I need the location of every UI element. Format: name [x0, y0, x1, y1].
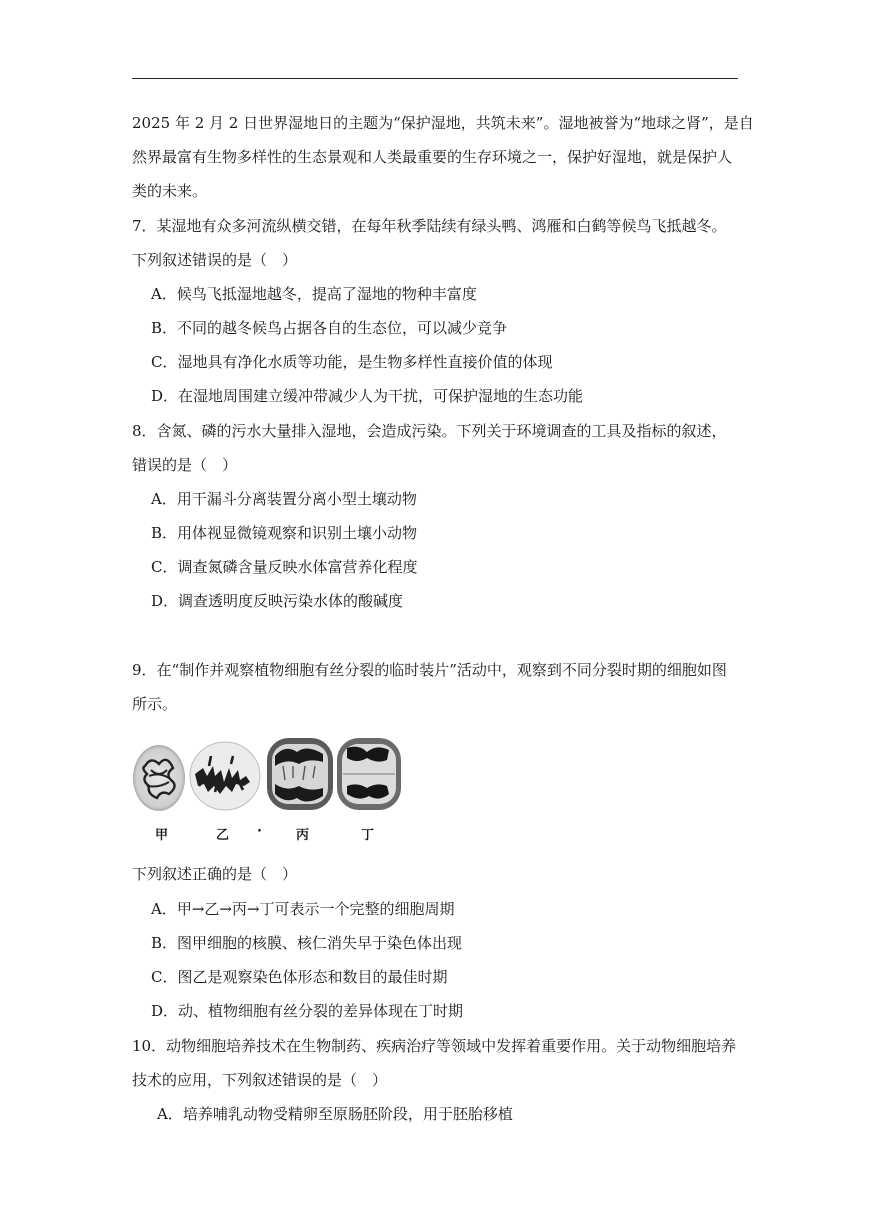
- q9-stem-line-1: 9．在“制作并观察植物细胞有丝分裂的临时装片”活动中，观察到不同分裂时期的细胞如图: [132, 661, 727, 679]
- q8-stem-line-2: 错误的是（ ）: [132, 456, 238, 474]
- q10-stem-line-2: 技术的应用，下列叙述错误的是（ ）: [132, 1071, 388, 1089]
- q7-option-a: A．候鸟飞抵湿地越冬，提高了湿地的物种丰富度: [151, 285, 477, 303]
- q7-stem-line-2: 下列叙述错误的是（ ）: [132, 251, 298, 269]
- figure-label-dot: ·: [257, 824, 262, 839]
- cell-ding-image: [337, 738, 401, 810]
- q9-option-d: D．动、植物细胞有丝分裂的差异体现在丁时期: [151, 1002, 464, 1020]
- intro-line-3: 类的未来。: [132, 182, 208, 200]
- q10-stem-line-1: 10．动物细胞培养技术在生物制药、疾病治疗等领域中发挥着重要作用。关于动物细胞培养: [132, 1037, 737, 1055]
- q9-option-a: A．甲→乙→丙→丁可表示一个完整的细胞周期: [151, 900, 455, 918]
- cell-yi-image: [190, 742, 260, 810]
- q9-option-c: C．图乙是观察染色体形态和数目的最佳时期: [151, 968, 448, 986]
- q9-option-b: B．图甲细胞的核膜、核仁消失早于染色体出现: [151, 934, 463, 952]
- q7-option-d: D．在湿地周围建立缓冲带减少人为干扰，可保护湿地的生态功能: [151, 387, 584, 405]
- q7-option-b: B．不同的越冬候鸟占据各自的生态位，可以减少竞争: [151, 319, 508, 337]
- q8-option-c: C．调查氮磷含量反映水体富营养化程度: [151, 558, 418, 576]
- q8-option-b: B．用体视显微镜观察和识别土壤小动物: [151, 524, 418, 542]
- q7-stem-line-1: 7．某湿地有众多河流纵横交错，在每年秋季陆续有绿头鸭、鸿雁和白鹤等候鸟飞抵越冬。: [132, 217, 727, 235]
- header-rule: [132, 78, 738, 79]
- intro-line-1: 2025 年 2 月 2 日世界湿地日的主题为“保护湿地，共筑未来”。湿地被誉为“地球之肾”，是自: [132, 114, 754, 132]
- q9-stem-line-2: 所示。: [132, 695, 178, 713]
- cell-jia-image: [133, 745, 185, 811]
- q8-stem-line-1: 8．含氮、磷的污水大量排入湿地，会造成污染。下列关于环境调查的工具及指标的叙述，: [132, 422, 727, 440]
- q9-question: 下列叙述正确的是（ ）: [132, 865, 298, 883]
- q7-option-c: C．湿地具有净化水质等功能，是生物多样性直接价值的体现: [151, 353, 553, 371]
- cell-bing-image: [267, 738, 333, 810]
- figure-label-bing: 丙: [296, 828, 310, 843]
- figure-label-yi: 乙: [216, 828, 230, 843]
- q8-option-a: A．用干漏斗分离装置分离小型土壤动物: [151, 490, 417, 508]
- figure-label-jia: 甲: [155, 828, 169, 843]
- q8-option-d: D．调查透明度反映污染水体的酸碱度: [151, 592, 404, 610]
- figure-label-ding: 丁: [361, 828, 375, 843]
- intro-line-2: 然界最富有生物多样性的生态景观和人类最重要的生存环境之一，保护好湿地，就是保护人: [132, 148, 733, 166]
- q10-option-a: A．培养哺乳动物受精卵至原肠胚阶段，用于胚胎移植: [157, 1105, 513, 1123]
